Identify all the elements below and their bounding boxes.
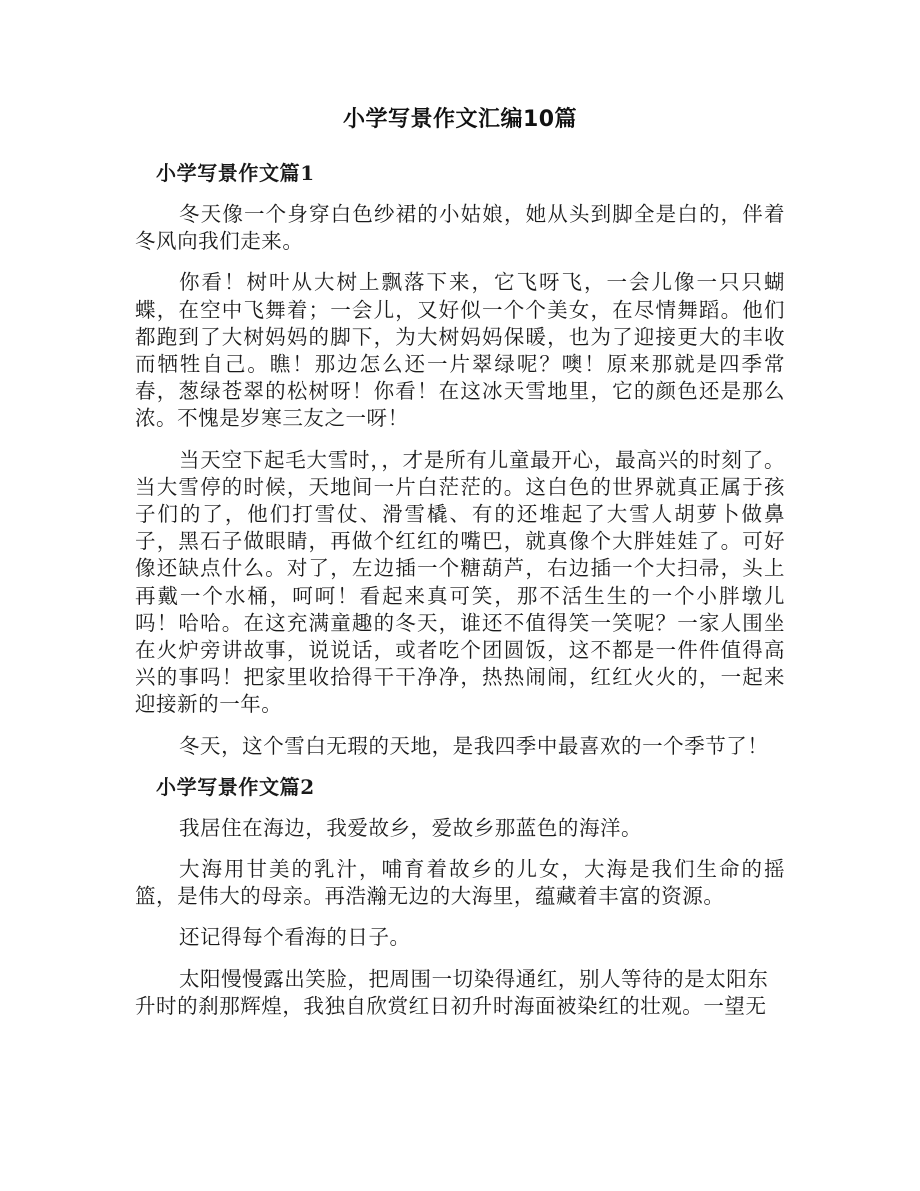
section-heading-2: 小学写景作文篇2 — [156, 774, 315, 799]
paragraph: 太阳慢慢露出笑脸，把周围一切染得通红，别人等待的是太阳东升时的刹那辉煌，我独自欣赏红日初升时海面被染红的壮观。一望无 — [135, 966, 769, 1018]
paragraph: 还记得每个看海的日子。 — [179, 925, 411, 950]
document-body — [135, 104, 785, 1020]
paragraph: 冬天像一个身穿白色纱裙的小姑娘，她从头到脚全是白的，伴着冬风向我们走来。 — [135, 202, 785, 254]
paragraph: 当天空下起毛大雪时，，才是所有儿童最开心，最高兴的时刻了。当大雪停的时候，天地间一片白茫茫的。这白色的世界就真正属于孩子们的了，他们打雪仗、滑雪橇、有的还堆起了大雪人胡萝卜做鼻子，黑石子做眼睛，再做个红红的嘴巴，就真像个大胖娃娃了。可好像还缺点什么。对了，左边插一个糖葫芦，右边插一个大扫帚，头上再戴一个水桶，呵呵！看起来真可笑，那不活生生的一个小胖墩儿吗！哈哈。在这充满童趣的冬天，谁还不值得笑一笑呢？一家人围坐在火炉旁讲故事，说说话，或者吃个团圆饭，这不都是一件件值得高兴的事吗！把家里收拾得干干净净，热热闹闹，红红火火的，一起来迎接新的一年。 — [135, 447, 785, 717]
paragraph: 你看！树叶从大树上飘落下来，它飞呀飞，一会儿像一只只蝴蝶，在空中飞舞着；一会儿，又好似一个个美女，在尽情舞蹈。他们都跑到了大树妈妈的脚下，为大树妈妈保暖，也为了迎接更大的丰收而牺牲自己。瞧！那边怎么还一片翠绿呢？噢！原来那就是四季常春，葱绿苍翠的松树呀！你看！在这冰天雪地里，它的颜色还是那么浓。不愧是岁寒三友之一呀！ — [135, 270, 785, 431]
page-title: 小学写景作文汇编10篇 — [342, 107, 578, 132]
paragraph: 我居住在海边，我爱故乡，爱故乡那蓝色的海洋。 — [179, 815, 643, 840]
section-heading-1: 小学写景作文篇1 — [156, 161, 315, 185]
paragraph: 大海用甘美的乳汁，哺育着故乡的儿女，大海是我们生命的摇篮，是伟大的母亲。再浩瀚无边的大海里，蕴藏着丰富的资源。 — [135, 857, 785, 909]
paragraph: 冬天，这个雪白无瑕的天地，是我四季中最喜欢的一个季节了！ — [179, 733, 769, 758]
